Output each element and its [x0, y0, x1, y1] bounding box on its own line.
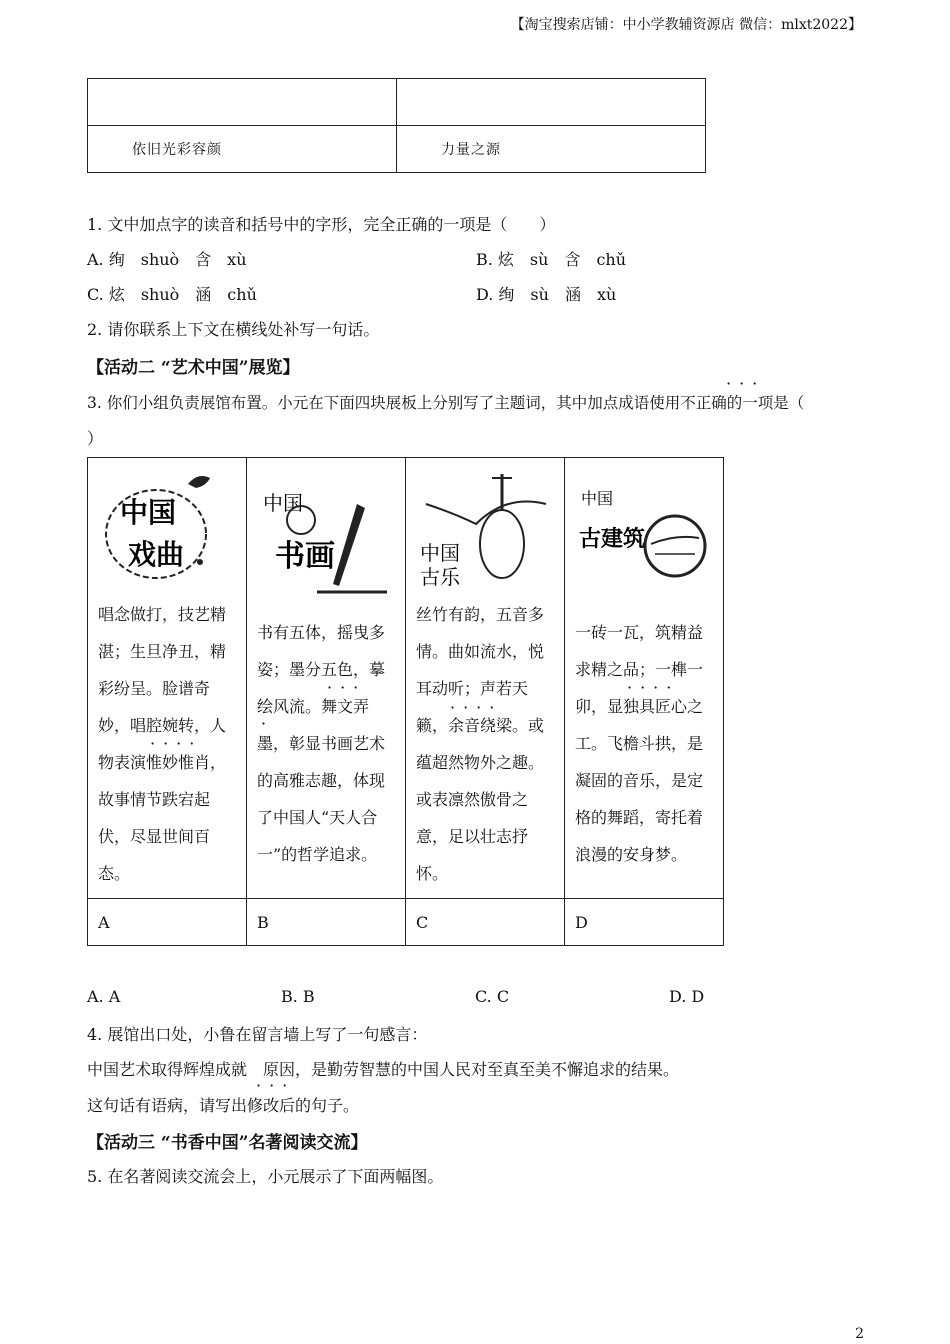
emphasis-dots: ··· [256, 1076, 296, 1095]
svg-text:戏曲: 戏曲 [128, 538, 185, 571]
panel-b [247, 458, 406, 899]
emphasis-dots: ···· [627, 678, 680, 697]
panel-a [88, 458, 247, 899]
svg-text:中国: 中国 [420, 541, 460, 565]
emphasis-dots: ···· [150, 734, 203, 753]
emphasis-dots: ··· [726, 374, 766, 393]
emphasis-dots: · [261, 714, 275, 733]
cell-text: 力量之源 [441, 142, 501, 158]
panel-c-text: 丝竹有韵，五音多 情。曲如流水，悦 耳动听；声若天 籁，余音绕梁。或 蕴超然物外之趣。 或表凛然傲骨之 意，足以壮志抒 怀。 [416, 605, 545, 883]
q1-option-a: A. 绚 shuò 含 xù [87, 250, 247, 269]
q1-option-b: B. 炫 sù 含 chǔ [476, 250, 627, 269]
q3-option-a: A. A [87, 987, 121, 1006]
panel-b-text: 书有五体，摇曳多 姿；墨分五色，摹 绘风流。舞文弄 墨，彰显书画艺术 的高雅志趣，体现 了中国人“天人合 一”的哲学追求。 [257, 623, 386, 864]
pipa-illustration [416, 464, 556, 594]
q4-sentence: 中国艺术取得辉煌成就 原因，是勤劳智慧的中国人民对至真至美不懈追求的结果。 [87, 1060, 680, 1079]
q5-stem: 5. 在名著阅读交流会上，小元展示了下面两幅图。 [87, 1167, 444, 1186]
page-number: 2 [855, 1326, 864, 1342]
top-table-cell [397, 79, 706, 126]
top-table-cell [88, 126, 397, 173]
q3-option-c: C. C [475, 987, 510, 1006]
page-header: 【淘宝搜索店铺：中小学教辅资源店 微信：mlxt2022】 [510, 17, 862, 33]
q1-stem: 1. 文中加点字的读音和括号中的字形，完全正确的一项是（ ） [87, 215, 556, 234]
top-table-cell [397, 126, 706, 173]
activity3-heading: 【活动三 “书香中国”名著阅读交流】 [87, 1133, 368, 1153]
panel-c [406, 458, 565, 899]
panel-d [565, 458, 724, 899]
q2-stem: 2. 请你联系上下文在横线处补写一句话。 [87, 320, 380, 339]
calligraphy-illustration [257, 464, 397, 594]
q3-stem-line1: 3. 你们小组负责展馆布置。小元在下面四块展板上分别写了主题词，其中加点成语使用不正确的一项是（ [87, 394, 805, 412]
opera-illustration [98, 464, 238, 594]
svg-text:古建筑: 古建筑 [579, 526, 646, 552]
svg-text:古乐: 古乐 [420, 565, 460, 589]
q1-option-c: C. 炫 shuò 涵 chǔ [87, 285, 257, 304]
panel-d-text: 一砖一瓦，筑精益 求精之品；一榫一 卯，显独具匠心之 工。飞檐斗拱，是 凝固的音乐，是定 格的舞蹈，寄托着 浪漫的安身梦。 [575, 623, 704, 864]
panel-label-d: D [565, 899, 724, 946]
panel-label-c: C [406, 899, 565, 946]
emphasis-dots: ··· [327, 678, 367, 697]
q4-instruction: 这句话有语病，请写出修改后的句子。 [87, 1096, 360, 1115]
q3-stem-line2: ） [87, 429, 104, 448]
architecture-illustration [575, 464, 715, 594]
top-table [87, 78, 706, 173]
exhibition-panels [87, 457, 724, 946]
q4-stem: 4. 展馆出口处，小鲁在留言墙上写了一句感言： [87, 1025, 428, 1044]
panel-a-text: 唱念做打，技艺精 湛；生旦净丑，精 彩纷呈。脸谱奇 妙，唱腔婉转，人 物表演惟妙惟肖， 故事情节跌宕起 伏，尽显世间百 态。 [98, 605, 227, 883]
emphasis-dots: ···· [450, 698, 503, 717]
svg-text:中国: 中国 [581, 489, 614, 508]
svg-text:中国: 中国 [120, 496, 177, 529]
panel-label-b: B [247, 899, 406, 946]
panel-label-a: A [88, 899, 247, 946]
svg-text:书画: 书画 [275, 539, 335, 574]
q3-option-b: B. B [281, 987, 315, 1006]
q3-option-d: D. D [669, 987, 705, 1006]
q1-option-d: D. 绚 sù 涵 xù [476, 285, 617, 304]
svg-text:中国: 中国 [263, 491, 303, 515]
activity2-heading: 【活动二 “艺术中国”展览】 [87, 358, 300, 378]
top-table-cell [88, 79, 397, 126]
cell-text: 依旧光彩容颜 [132, 142, 222, 158]
